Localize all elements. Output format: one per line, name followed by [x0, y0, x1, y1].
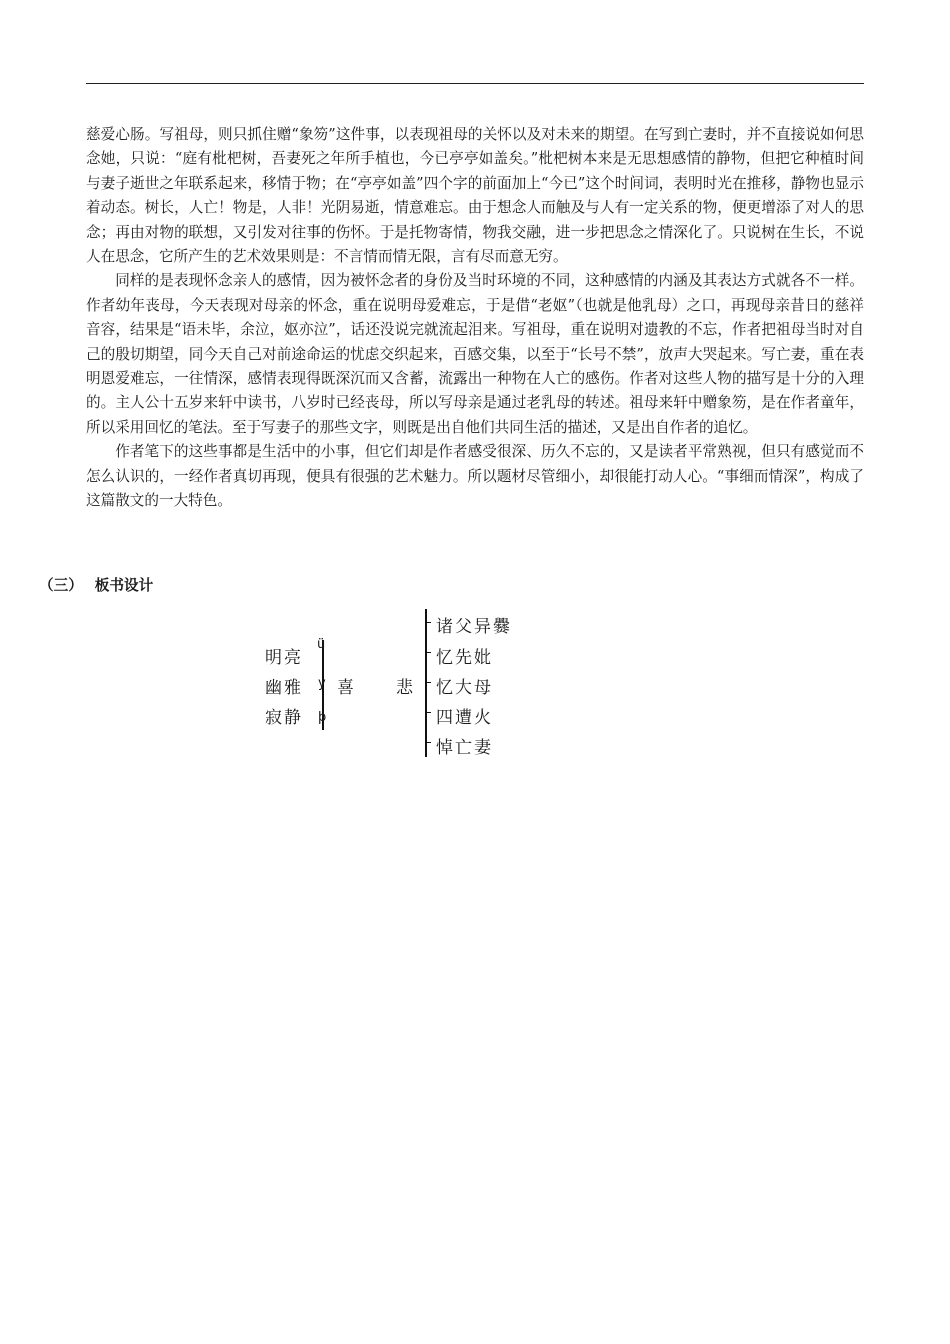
board-sorrow: 悲: [396, 678, 415, 698]
board-left-item: 明亮: [265, 648, 303, 668]
right-brace-tick: [427, 652, 431, 653]
board-right-item: 四遭火: [436, 708, 493, 728]
board-right-item: 诸父异爨: [436, 617, 512, 637]
brace-glyph-middle: y: [318, 676, 326, 691]
right-brace-tick: [427, 622, 431, 623]
brace-glyph-top: ü: [317, 637, 326, 652]
right-brace-tick: [427, 712, 431, 713]
board-left-item: 寂静: [265, 708, 303, 728]
section-number: （三）: [39, 577, 83, 594]
board-right-item: 悼亡妻: [436, 738, 493, 758]
right-brace-line: [425, 609, 427, 757]
paragraph-1: 慈爱心肠。写祖母，则只抓住赠“象笏”这件事，以表现祖母的关怀以及对未来的期望。在写到亡妻时，并不直接说如何思念她，只说：“庭有枇杷树，吾妻死之年所手植也，今已亭亭如盖矣。”枇杷树本来是无思想感情的静物，但把它种植时间与妻子逝世之年联系起来，移情于物；在“亭亭如盖”四个字的前面加上“今已”这个时间词，表明时光在推移，静物也显示着动态。树长，人亡！物是，人非！光阴易逝，情意难忘。由于想念人而触及与人有一定关系的物，便更增添了对人的思念；再由对物的联想，又引发对往事的伤怀。于是托物寄情，物我交融，进一步把思念之情深化了。只说树在生长，不说人在思念，它所产生的艺术效果则是：不言情而情无限，言有尽而意无穷。: [86, 126, 864, 266]
paragraph-3: 作者笔下的这些事都是生活中的小事，但它们却是作者感受很深、历久不忘的，又是读者平常熟视，但只有感觉而不怎么认识的，一经作者真切再现，便具有很强的艺术魅力。所以题材尽管细小，却很能打动人心。“事细而情深”，构成了这篇散文的一大特色。: [86, 443, 864, 510]
paragraph-2: 同样的是表现怀念亲人的感情，因为被怀念者的身份及当时环境的不同，这种感情的内涵及其表达方式就各不一样。作者幼年丧母，今天表现对母亲的怀念，重在说明母爱难忘，于是借“老妪”（也就是他乳母）之口，再现母亲昔日的慈祥音容，结果是“语未毕，余泣，妪亦泣”，话还没说完就流起泪来。写祖母，重在说明对遗教的不忘，作者把祖母当时对自己的殷切期望，同今天自己对前途命运的忧虑交织起来，百感交集，以至于“长号不禁”，放声大哭起来。写亡妻，重在表明恩爱难忘，一往情深，感情表现得既深沉而又含蓄，流露出一种物在人亡的感伤。作者对这些人物的描写是十分的入理的。主人公十五岁来轩中读书，八岁时已经丧母，所以写母亲是通过老乳母的转述。祖母来轩中赠象笏，是在作者童年，所以采用回忆的笔法。至于写妻子的那些文字，则既是出自他们共同生活的描述，又是出自作者的追忆。: [86, 272, 864, 436]
section-title: 板书设计: [94, 577, 154, 594]
right-brace-tick: [427, 682, 431, 683]
right-brace-tick: [427, 742, 431, 743]
board-joy: 喜: [337, 678, 356, 698]
board-right-item: 忆先妣: [436, 648, 493, 668]
brace-glyph-bottom: þ: [318, 710, 327, 725]
board-right-item: 忆大母: [436, 678, 493, 698]
board-left-item: 幽雅: [265, 678, 303, 698]
